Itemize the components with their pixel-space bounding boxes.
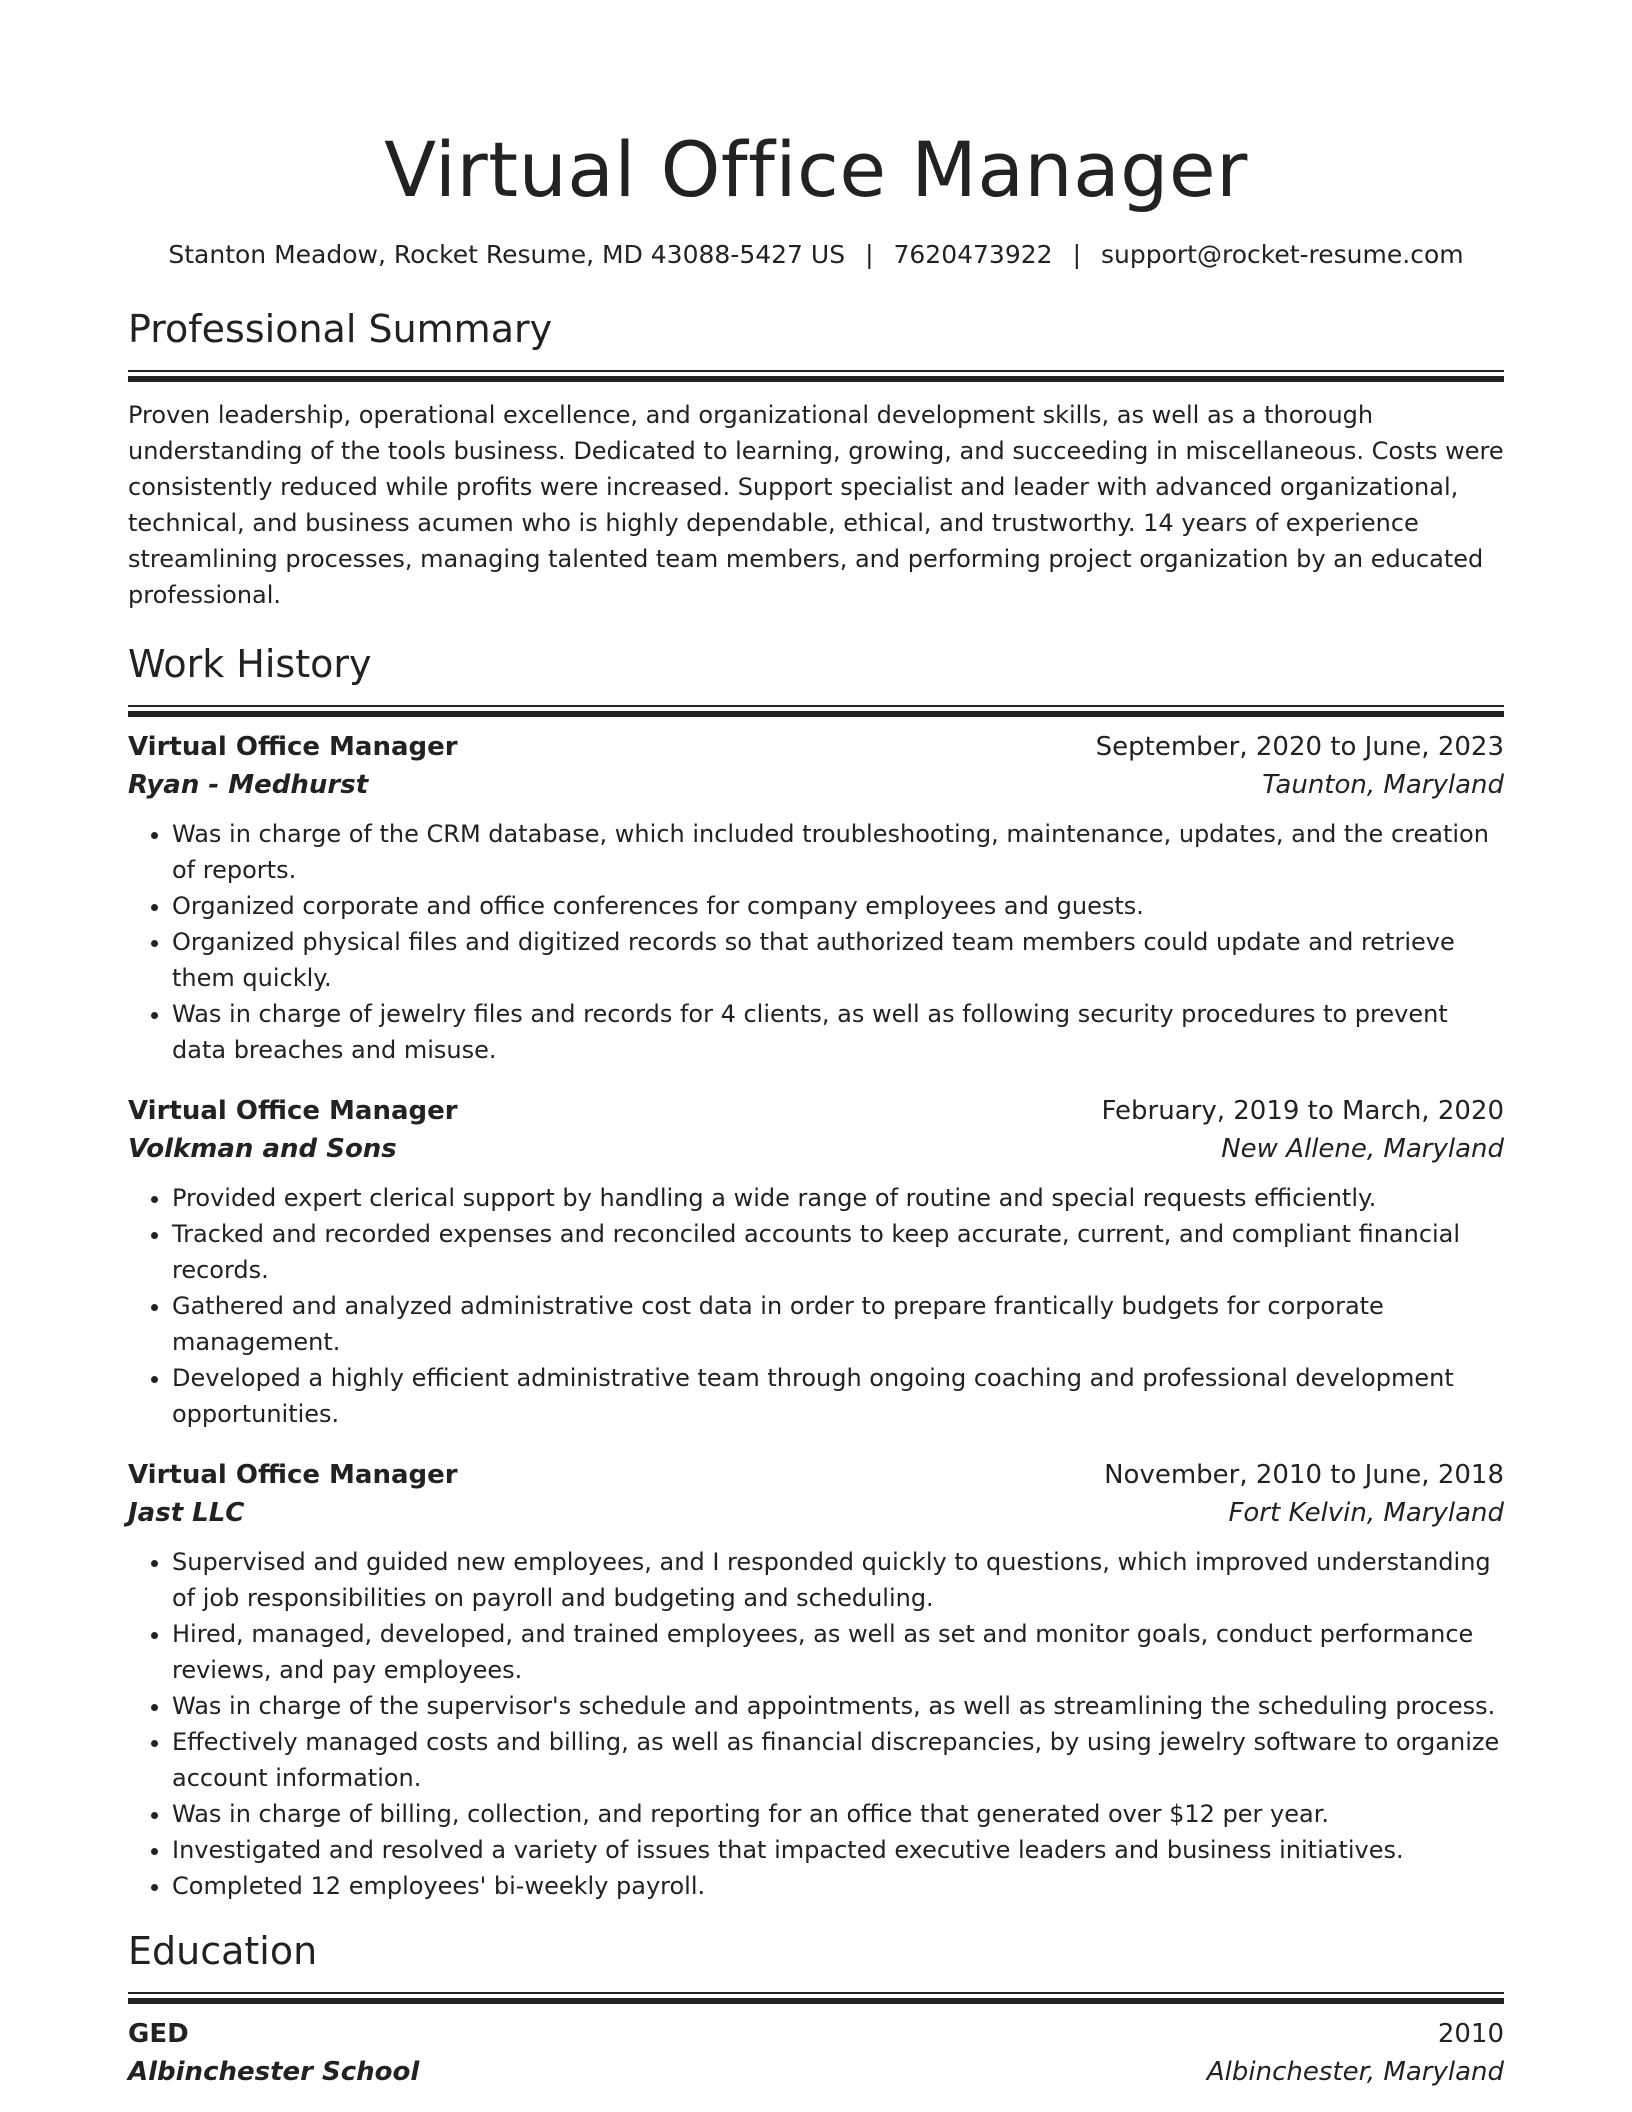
list-item: • Was in charge of jewelry files and records for 4 clients, as well as following security procedures to prevent data breaches and misuse.	[172, 996, 1504, 1068]
list-item: • Investigated and resolved a variety of issues that impacted executive leaders and business initiatives.	[172, 1832, 1504, 1868]
job-entry	[128, 728, 1504, 1068]
job-location: New Allene, Maryland	[1221, 1134, 1504, 1164]
job-bullets	[128, 1544, 1504, 1904]
list-item: • Was in charge of the CRM database, which included troubleshooting, maintenance, updates, and the creation of reports.	[172, 816, 1504, 888]
job-entry	[128, 1456, 1504, 1904]
job-dates: September, 2020 to June, 2023	[1095, 732, 1504, 762]
job-header	[128, 1456, 1504, 1494]
section-divider	[128, 1992, 1504, 1997]
candidate-name: Virtual Office Manager	[384, 125, 1248, 214]
job-entry	[128, 1092, 1504, 1432]
job-title: Virtual Office Manager	[128, 1096, 458, 1126]
degree: GED	[128, 2019, 189, 2049]
list-item: • Tracked and recorded expenses and reconciled accounts to keep accurate, current, and compliant financial records.	[172, 1216, 1504, 1288]
list-item: • Gathered and analyzed administrative cost data in order to prepare frantically budgets for corporate management.	[172, 1288, 1504, 1360]
school-name: Albinchester School	[128, 2057, 420, 2087]
company-name: Volkman and Sons	[128, 1134, 397, 1164]
education-section	[128, 1926, 1504, 2091]
work-heading: Work History	[128, 642, 372, 686]
contact-separator: |	[1072, 240, 1081, 269]
contact-separator: |	[865, 240, 874, 269]
list-item: • Was in charge of billing, collection, and reporting for an office that generated over $12 per year.	[172, 1796, 1504, 1832]
job-subheader	[128, 1494, 1504, 1532]
education-header	[128, 2015, 1504, 2053]
education-heading: Education	[128, 1929, 318, 1973]
list-item: • Effectively managed costs and billing, as well as financial discrepancies, by using jewelry software to organize account information.	[172, 1724, 1504, 1796]
section-divider	[128, 370, 1504, 375]
job-dates: February, 2019 to March, 2020	[1101, 1096, 1504, 1126]
job-bullets	[128, 816, 1504, 1068]
contact-email: support@rocket-resume.com	[1101, 240, 1464, 269]
list-item: • Organized physical files and digitized records so that authorized team members could update and retrieve them quickly.	[172, 924, 1504, 996]
list-item: • Developed a highly efficient administrative team through ongoing coaching and professional development opportunities.	[172, 1360, 1504, 1432]
summary-heading: Professional Summary	[128, 307, 553, 351]
education-subheader	[128, 2053, 1504, 2091]
company-name: Ryan - Medhurst	[128, 770, 369, 800]
job-header	[128, 728, 1504, 766]
contact-line	[128, 238, 1504, 272]
list-item: • Supervised and guided new employees, and I responded quickly to questions, which improved understanding of job responsibilities on payroll and budgeting and scheduling.	[172, 1544, 1504, 1616]
summary-section	[128, 304, 1504, 613]
list-item: • Provided expert clerical support by handling a wide range of routine and special requests efficiently.	[172, 1180, 1504, 1216]
summary-text: Proven leadership, operational excellence, and organizational development skills, as well as a thorough understanding of the tools business. Dedicated to learning, growing, and succeeding in miscellaneous. Costs were consistently reduced while profits were increased. Support specialist and leader with advanced organizational, technical, and business acumen who is highly dependable, ethical, and trustworthy. 14 years of experience streamlining processes, managing talented team members, and performing project organization by an educated professional.	[128, 401, 1504, 609]
list-item: • Completed 12 employees' bi-weekly payroll.	[172, 1868, 1504, 1904]
job-header	[128, 1092, 1504, 1130]
contact-phone: 7620473922	[893, 240, 1053, 269]
job-title: Virtual Office Manager	[128, 732, 458, 762]
contact-address: Stanton Meadow, Rocket Resume, MD 43088-5427 US	[168, 240, 846, 269]
job-dates: November, 2010 to June, 2018	[1104, 1460, 1504, 1490]
section-divider	[128, 705, 1504, 710]
list-item: • Organized corporate and office conferences for company employees and guests.	[172, 888, 1504, 924]
education-entry	[128, 2015, 1504, 2091]
school-location: Albinchester, Maryland	[1206, 2057, 1504, 2087]
list-item: • Was in charge of the supervisor's schedule and appointments, as well as streamlining the scheduling process.	[172, 1688, 1504, 1724]
job-bullets	[128, 1180, 1504, 1432]
company-name: Jast LLC	[128, 1498, 245, 1528]
job-location: Taunton, Maryland	[1262, 770, 1504, 800]
job-subheader	[128, 766, 1504, 804]
work-section	[128, 639, 1504, 1904]
job-subheader	[128, 1130, 1504, 1168]
job-location: Fort Kelvin, Maryland	[1228, 1498, 1504, 1528]
job-title: Virtual Office Manager	[128, 1460, 458, 1490]
graduation-year: 2010	[1437, 2019, 1504, 2049]
list-item: • Hired, managed, developed, and trained employees, as well as set and monitor goals, conduct performance reviews, and pay employees.	[172, 1616, 1504, 1688]
